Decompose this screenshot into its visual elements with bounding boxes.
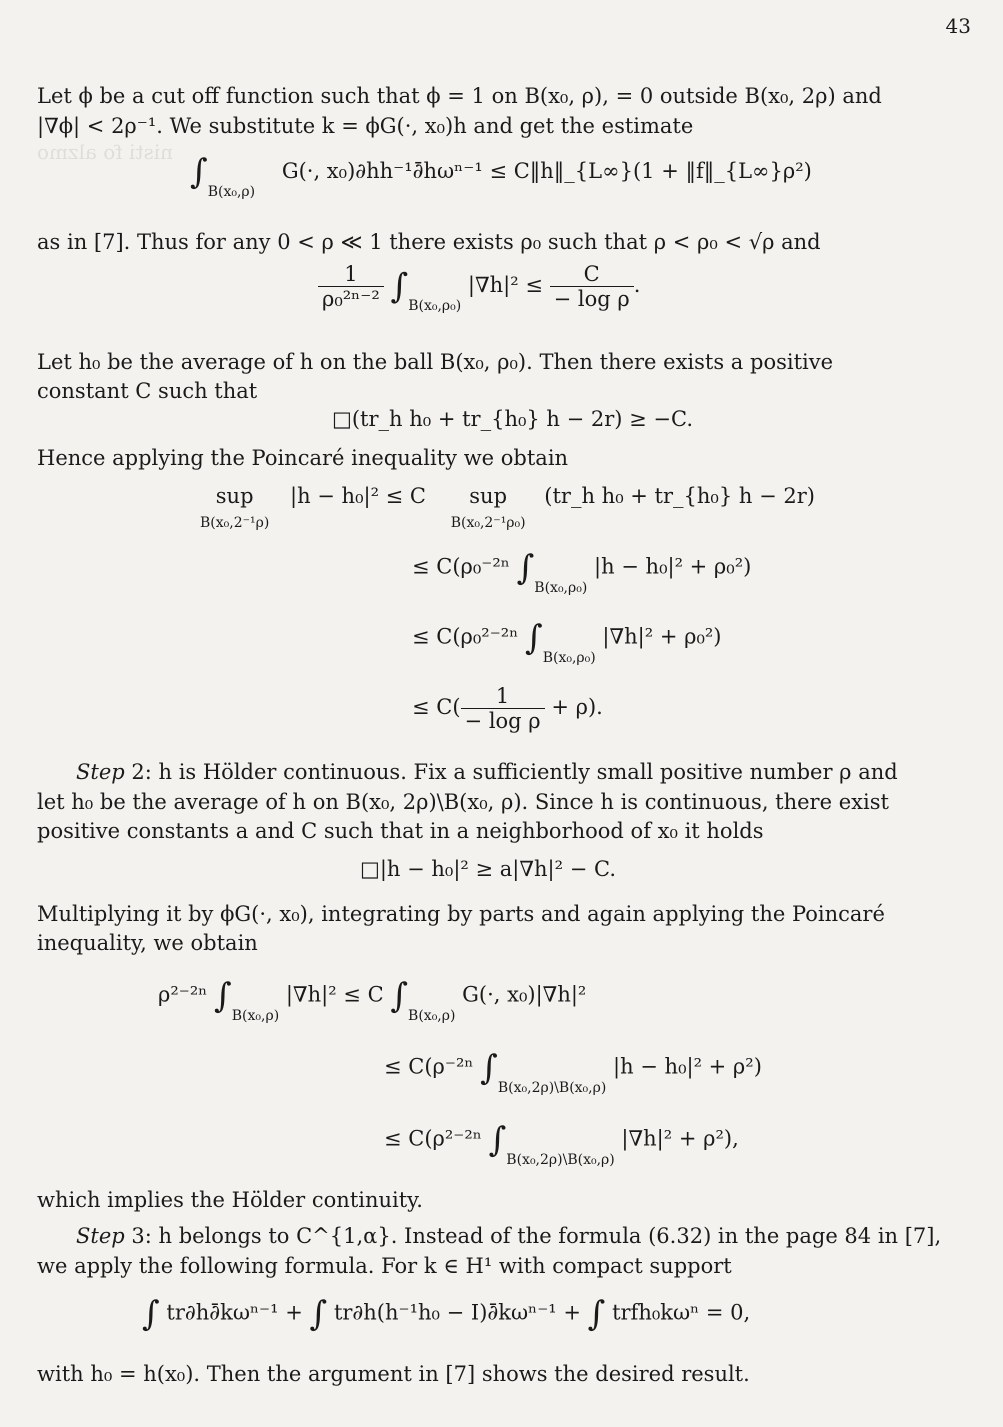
paragraph-line: with h₀ = h(x₀). Then the argument in [7] shows the desired result.: [37, 1362, 750, 1386]
equation-3: □(tr_h h₀ + tr_{h₀} h − 2r) ≥ −C.: [332, 407, 694, 431]
equation-4-line-2: ≤ C(ρ₀⁻²ⁿ $\int_{B(x_0,\rho_0)}$ |h − h₀|² + ρ₀²): [412, 548, 752, 596]
equation-4-line-4: ≤ C( $\frac{1}{\text{− log ρ}}$ + ρ).: [412, 684, 603, 733]
equation-4-line-1: sup B(x₀,2⁻¹ρ) |h − h₀|² ≤ C sup B(x₀,2⁻¹ρ₀) (tr_h h₀ + tr_{h₀} h − 2r): [200, 484, 815, 531]
paragraph-line: Multiplying it by ϕG(·, x₀), integrating by parts and again applying the Poincaré: [37, 902, 885, 926]
equation-5: □|h − h₀|² ≥ a|∇h|² − C.: [360, 857, 616, 881]
paragraph-line: |∇ϕ| < 2ρ⁻¹. We substitute k = ϕG(·, x₀)h and get the estimate: [37, 114, 694, 138]
equation-6-line-1: ρ²⁻²ⁿ $\int_{B(x_0,\rho)}$ |∇h|² ≤ C $\int_{B(x_0,\rho)}$ G(·, x₀)|∇h|²: [158, 976, 587, 1024]
equation-6-line-3: ≤ C(ρ²⁻²ⁿ $\int_{B(x_0,2\rho)\backslash B(x_0,\rho)}$ |∇h|² + ρ²),: [384, 1120, 739, 1168]
paragraph-line: positive constants a and C such that in a neighborhood of x₀ it holds: [37, 819, 764, 843]
step-2-line: Step 2: h is Hölder continuous. Fix a sufficiently small positive number ρ and: [76, 760, 898, 784]
paragraph-line: constant C such that: [37, 379, 258, 403]
equation-7: ∫ tr∂h∂̄kωⁿ⁻¹ + ∫ tr∂h(h⁻¹h₀ − I)∂̄kωⁿ⁻¹ + ∫ trfh₀kωⁿ = 0,: [142, 1294, 751, 1334]
paragraph-line: Hence applying the Poincaré inequality we obtain: [37, 446, 569, 470]
equation-1: $\int_{B(x_0,\rho)}$ G(·, x₀)∂hh⁻¹∂̄hωⁿ⁻¹ ≤ C‖h‖_{L∞}(1 + ‖f‖_{L∞}ρ²): [190, 152, 812, 200]
equation-2: $\frac{1}{\text{ρ₀²ⁿ⁻²}}$ $\int_{B(x_0,\rho_0)}$ |∇h|² ≤ $\frac{C}{\text{− log ρ}}$ .: [318, 262, 640, 311]
paragraph-line: we apply the following formula. For k ∈ H¹ with compact support: [37, 1254, 732, 1278]
paragraph-line: inequality, we obtain: [37, 931, 258, 955]
paragraph-line: let h₀ be the average of h on B(x₀, 2ρ)\B(x₀, ρ). Since h is continuous, there exist: [37, 790, 889, 814]
equation-4-line-3: ≤ C(ρ₀²⁻²ⁿ $\int_{B(x_0,\rho_0)}$ |∇h|² + ρ₀²): [412, 618, 722, 666]
paragraph-line: which implies the Hölder continuity.: [37, 1188, 423, 1212]
paragraph-line: as in [7]. Thus for any 0 < ρ ≪ 1 there exists ρ₀ such that ρ < ρ₀ < √ρ and: [37, 230, 821, 254]
paragraph-line: Let ϕ be a cut off function such that ϕ = 1 on B(x₀, ρ), = 0 outside B(x₀, 2ρ) and: [37, 84, 882, 108]
step-3-line: Step 3: h belongs to C^{1,α}. Instead of the formula (6.32) in the page 84 in [7],: [76, 1224, 942, 1248]
page-number: 43: [945, 14, 971, 38]
paragraph-line: Let h₀ be the average of h on the ball B(x₀, ρ₀). Then there exists a positive: [37, 350, 834, 374]
equation-6-line-2: ≤ C(ρ⁻²ⁿ $\int_{B(x_0,2\rho)\backslash B(x_0,\rho)}$ |h − h₀|² + ρ²): [384, 1048, 762, 1096]
bleed-through-text: nisti fo alzmo: [37, 140, 173, 164]
